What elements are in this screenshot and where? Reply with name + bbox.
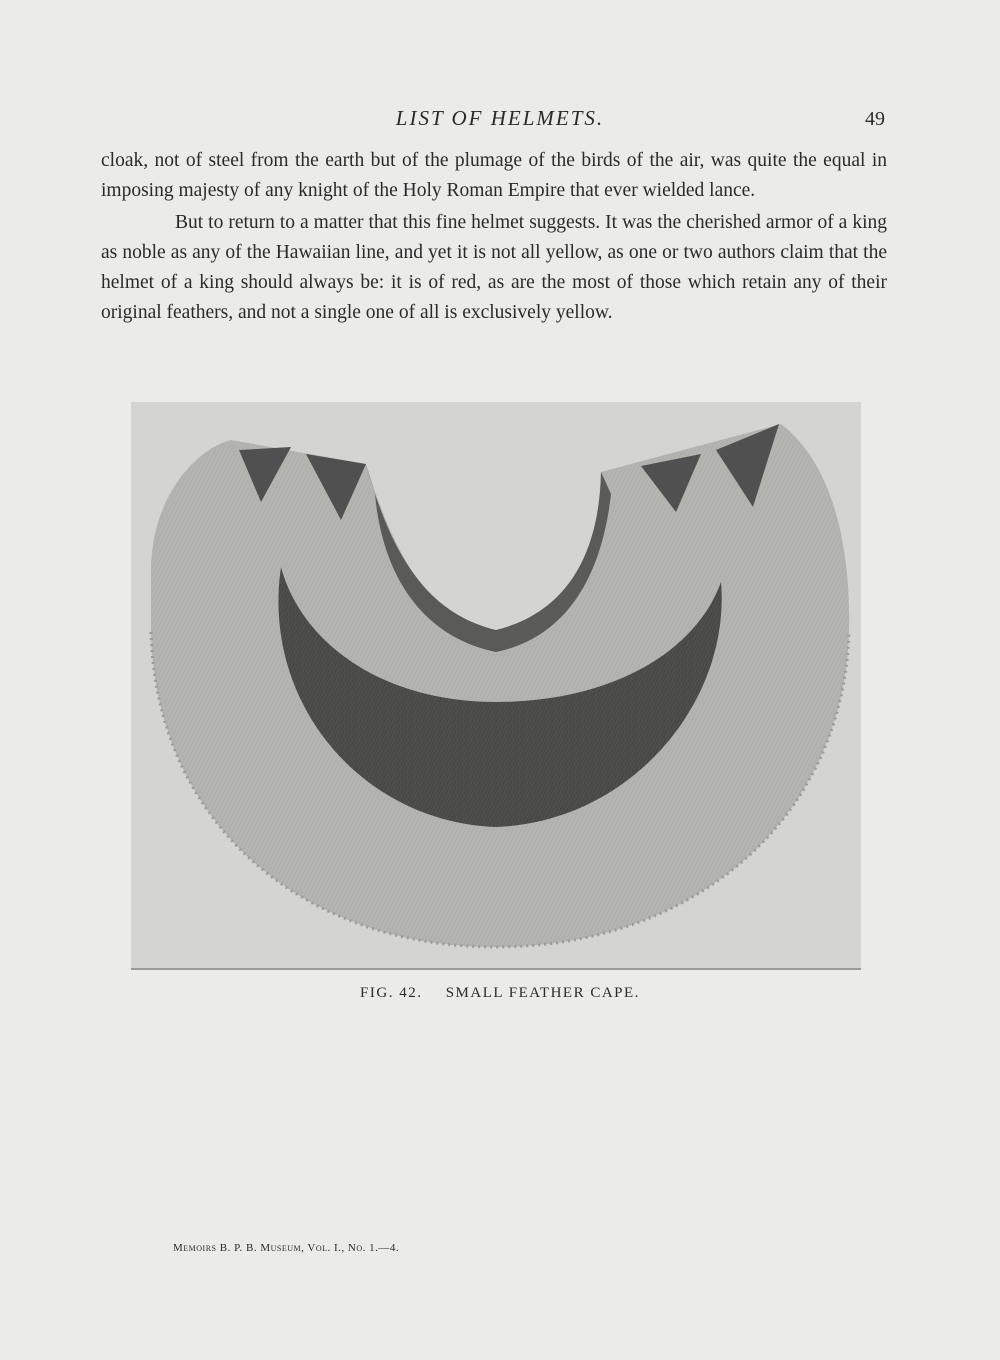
feather-cape-photograph	[131, 402, 861, 970]
figure-title: SMALL FEATHER CAPE.	[445, 985, 640, 1001]
footer-imprint: Memoirs B. P. B. Museum, Vol. I., No. 1.—4.	[173, 1242, 400, 1254]
feather-cape-illustration	[131, 402, 861, 968]
paragraph: But to return to a matter that this fine helmet suggests. It was the cherished armor of a king as noble as any of the Hawaiian line, and yet it is not all yellow, as one or two authors claim that the helmet of a king should always be: it is of red, as are the most of those which retain any of their original feathers, and not a single one of all is exclusively yellow.	[101, 212, 887, 323]
figure-number: FIG. 42.	[360, 985, 423, 1001]
running-head	[0, 106, 1000, 136]
page-number: 49	[865, 108, 885, 130]
running-title: LIST OF HELMETS.	[395, 106, 605, 130]
figure-caption	[0, 985, 1000, 1002]
body-text	[101, 146, 887, 328]
paragraph-continuation: cloak, not of steel from the earth but of the plumage of the birds of the air, was quite the equal in imposing majesty of any knight of the Holy Roman Empire that ever wielded lance.	[101, 150, 887, 201]
